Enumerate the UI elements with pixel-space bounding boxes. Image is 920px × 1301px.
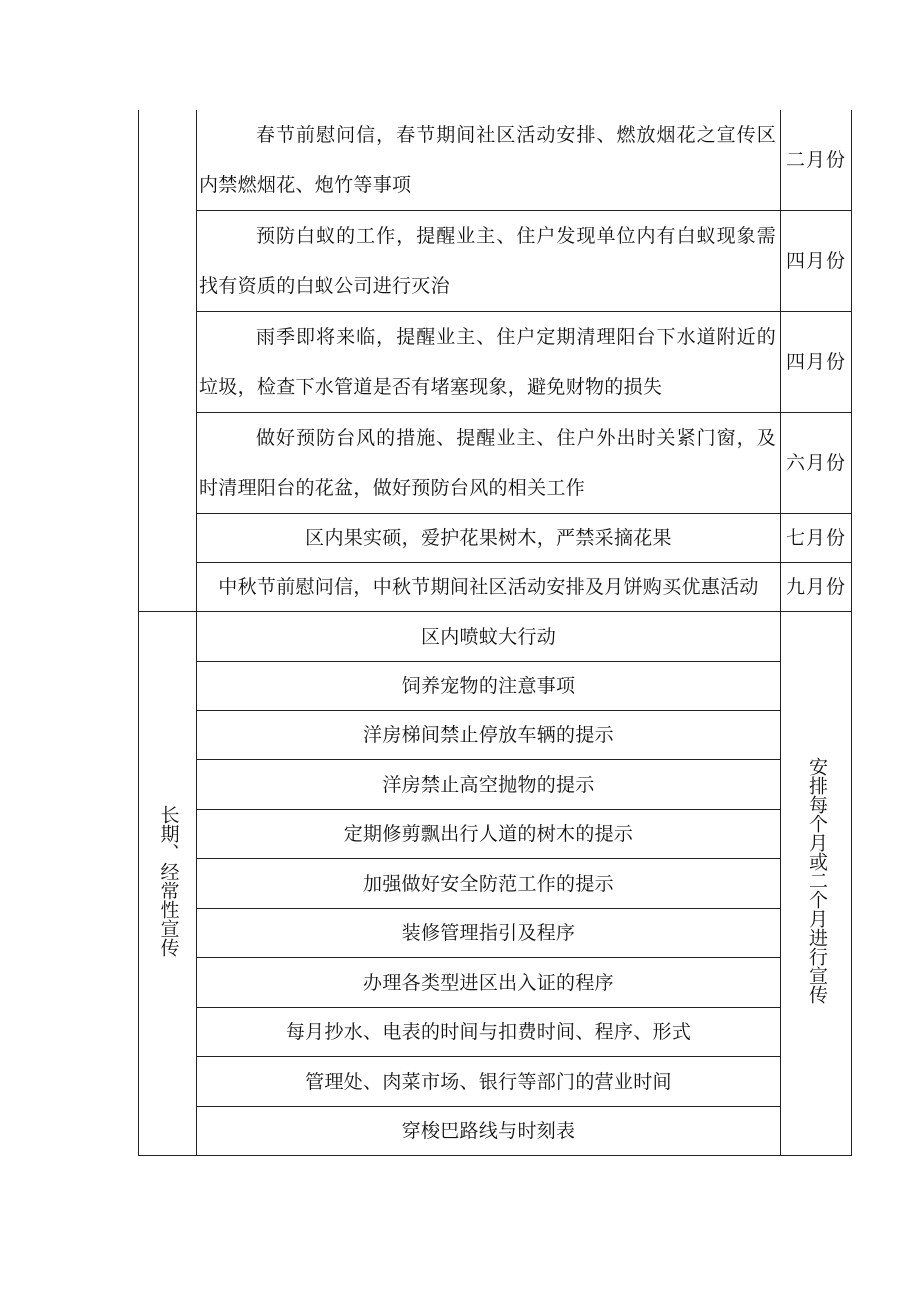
seasonal-item-text: 春节前慰问信，春节期间社区活动安排、燃放烟花之宣传区内禁燃烟花、炮竹等事项	[199, 124, 776, 196]
long-term-item-text: 区内喷蚊大行动	[420, 625, 557, 648]
table-row	[139, 859, 852, 909]
long-term-item-cell	[197, 711, 781, 760]
table-row	[139, 958, 852, 1008]
long-term-category-label: 长期、经常性宣传	[157, 804, 180, 957]
long-term-item-cell	[197, 662, 781, 711]
long-term-item-text: 定期修剪飘出行人道的树木的提示	[343, 823, 634, 845]
seasonal-item-cell	[197, 514, 781, 563]
table-row	[139, 760, 852, 810]
long-term-item-text: 装修管理指引及程序	[401, 922, 576, 944]
table-row	[139, 1008, 852, 1057]
seasonal-category-cell	[139, 110, 197, 612]
long-term-item-cell	[197, 1057, 781, 1107]
month-cell: 六月份	[781, 413, 852, 514]
seasonal-item-text: 中秋节前慰问信，中秋节期间社区活动安排及月饼购买优惠活动	[218, 576, 759, 598]
seasonal-item-text: 做好预防台风的措施、提醒业主、住户外出时关紧门窗，及时清理阳台的花盆，做好预防台风的相关工作	[199, 427, 776, 499]
seasonal-item-text: 区内果实硕，爱护花果树木，严禁采摘花果	[305, 527, 672, 549]
table-row	[139, 662, 852, 711]
seasonal-item-cell	[197, 312, 781, 413]
table-row	[139, 810, 852, 859]
seasonal-item-cell	[197, 211, 781, 312]
seasonal-item-cell	[197, 563, 781, 612]
long-term-item-text: 洋房梯间禁止停放车辆的提示	[363, 724, 614, 746]
table-row	[139, 413, 852, 514]
long-term-item-text: 饲养宠物的注意事项	[401, 675, 576, 697]
month-cell: 九月份	[781, 563, 852, 612]
table-row	[139, 1057, 852, 1107]
seasonal-item-text: 预防白蚁的工作，提醒业主、住户发现单位内有白蚁现象需找有资质的白蚁公司进行灭治	[199, 225, 776, 297]
long-term-item-text: 办理各类型进区出入证的程序	[363, 971, 614, 994]
long-term-category-cell	[139, 612, 197, 1156]
month-cell: 四月份	[781, 211, 852, 312]
long-term-item-text: 每月抄水、电表的时间与扣费时间、程序、形式	[285, 1021, 692, 1043]
long-term-item-cell	[197, 859, 781, 909]
seasonal-item-text: 雨季即将来临，提醒业主、住户定期清理阳台下水道附近的垃圾，检查下水管道是否有堵塞现象，避免财物的损失	[199, 326, 776, 398]
long-term-item-cell	[197, 612, 781, 662]
long-term-item-text: 洋房禁止高空抛物的提示	[382, 773, 595, 796]
long-term-item-text: 加强做好安全防范工作的提示	[363, 872, 614, 895]
table-row	[139, 211, 852, 312]
long-term-item-cell	[197, 909, 781, 958]
schedule-label: 安排每个月或二个月进行宣传	[805, 757, 828, 1005]
table-row	[139, 711, 852, 760]
long-term-item-cell	[197, 1008, 781, 1057]
long-term-item-cell	[197, 958, 781, 1008]
table-row	[139, 514, 852, 563]
long-term-item-text: 管理处、肉菜市场、银行等部门的营业时间	[305, 1070, 672, 1093]
table-row	[139, 563, 852, 612]
long-term-item-cell	[197, 760, 781, 810]
publicity-schedule-table	[138, 110, 852, 1156]
month-cell: 二月份	[781, 110, 852, 211]
table-row	[139, 1107, 852, 1156]
long-term-item-text: 穿梭巴路线与时刻表	[401, 1120, 576, 1142]
long-term-item-cell	[197, 810, 781, 859]
seasonal-item-cell	[197, 413, 781, 514]
table-row	[139, 909, 852, 958]
schedule-cell	[781, 612, 852, 1156]
table-row	[139, 612, 852, 662]
month-cell: 四月份	[781, 312, 852, 413]
long-term-item-cell	[197, 1107, 781, 1156]
month-cell: 七月份	[781, 514, 852, 563]
table-row	[139, 110, 852, 211]
table-row	[139, 312, 852, 413]
seasonal-item-cell	[197, 110, 781, 211]
